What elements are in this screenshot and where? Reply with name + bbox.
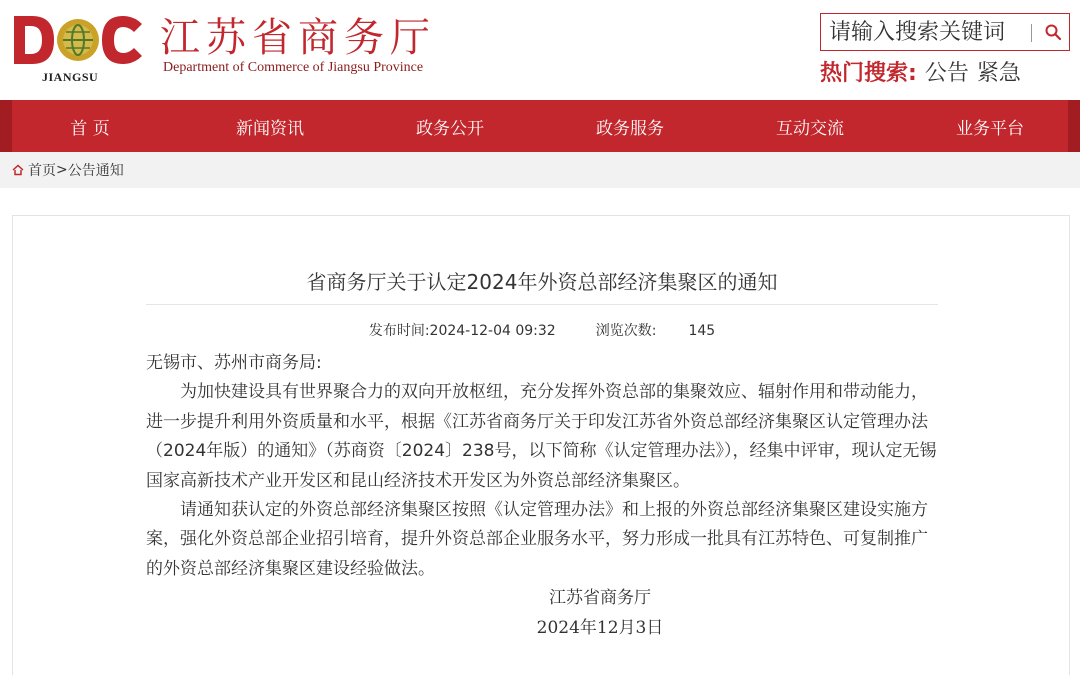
- article-meta: [13, 320, 1071, 340]
- nav-edge-right: [1068, 100, 1080, 152]
- title-divider: [146, 304, 938, 305]
- nav-item-news[interactable]: 新闻资讯: [236, 118, 304, 139]
- site-logo[interactable]: [12, 10, 147, 84]
- breadcrumb-home-link[interactable]: 首页: [28, 163, 56, 179]
- main-nav: [0, 100, 1080, 152]
- nav-item-home[interactable]: 首 页: [70, 118, 110, 139]
- nav-item-business-platform[interactable]: 业务平台: [956, 118, 1024, 139]
- nav-edge-left: [0, 100, 12, 152]
- publish-time: 2024-12-04 09:32: [429, 323, 556, 339]
- site-title: 江苏省商务厅: [160, 15, 436, 61]
- site-subtitle: Department of Commerce of Jiangsu Province: [163, 60, 424, 75]
- search-icon: [1044, 23, 1062, 41]
- nav-item-government-services[interactable]: 政务服务: [596, 118, 664, 139]
- site-header: [0, 0, 1080, 100]
- signature-date: 2024年12月3日: [536, 617, 664, 638]
- nav-item-government-affairs[interactable]: 政务公开: [416, 118, 484, 139]
- hot-search-label: 热门搜索:: [820, 61, 917, 86]
- search-input[interactable]: [821, 14, 1031, 50]
- logo-subtext: JIANGSU: [42, 70, 99, 84]
- breadcrumb-separator: >: [56, 162, 68, 178]
- search-divider: [1031, 24, 1032, 42]
- search-box: [820, 13, 1070, 51]
- doc-logo-graphic: [12, 10, 147, 70]
- signature: 江苏省商务厅: [549, 588, 651, 609]
- body-paragraph: 请通知获认定的外资总部经济集聚区按照《认定管理办法》和上报的外资总部经济集聚区建设实施方案，强化外资总部企业招引培育，提升外资总部企业服务水平，努力形成一批具有江苏特色、可复制推广的外资总部经济集聚区建设经验做法。: [146, 500, 928, 579]
- view-count-label: 浏览次数:: [595, 323, 657, 339]
- publish-time-label: 发布时间:: [368, 323, 430, 339]
- article-body: [146, 349, 938, 643]
- breadcrumb-current[interactable]: 公告通知: [67, 163, 124, 179]
- body-paragraph: 为加快建设具有世界聚合力的双向开放枢纽，充分发挥外资总部的集聚效应、辐射作用和带动能力，进一步提升利用外资质量和水平，根据《江苏省商务厅关于印发江苏省外资总部经济集聚区认定管理办法（2024年版）的通知》（苏商资〔2024〕238号，以下简称《认定管理办法》），经集中评审，现认定无锡国家高新技术产业开发区和昆山经济技术开发区为外资总部经济集聚区。: [146, 382, 937, 491]
- hot-search-link-urgent[interactable]: 紧急: [976, 61, 1021, 86]
- nav-item-interaction[interactable]: 互动交流: [776, 118, 844, 139]
- addressee: 无锡市、苏州市商务局:: [146, 353, 322, 373]
- hot-search-link-announcement[interactable]: 公告: [924, 61, 969, 86]
- article-title: 省商务厅关于认定2024年外资总部经济集聚区的通知: [306, 270, 778, 294]
- hot-search: [820, 56, 1021, 87]
- home-icon: [12, 164, 24, 176]
- article-card: [12, 215, 1070, 675]
- search-button[interactable]: [1036, 14, 1070, 50]
- view-count: 145: [688, 323, 716, 339]
- breadcrumb: [0, 152, 1080, 188]
